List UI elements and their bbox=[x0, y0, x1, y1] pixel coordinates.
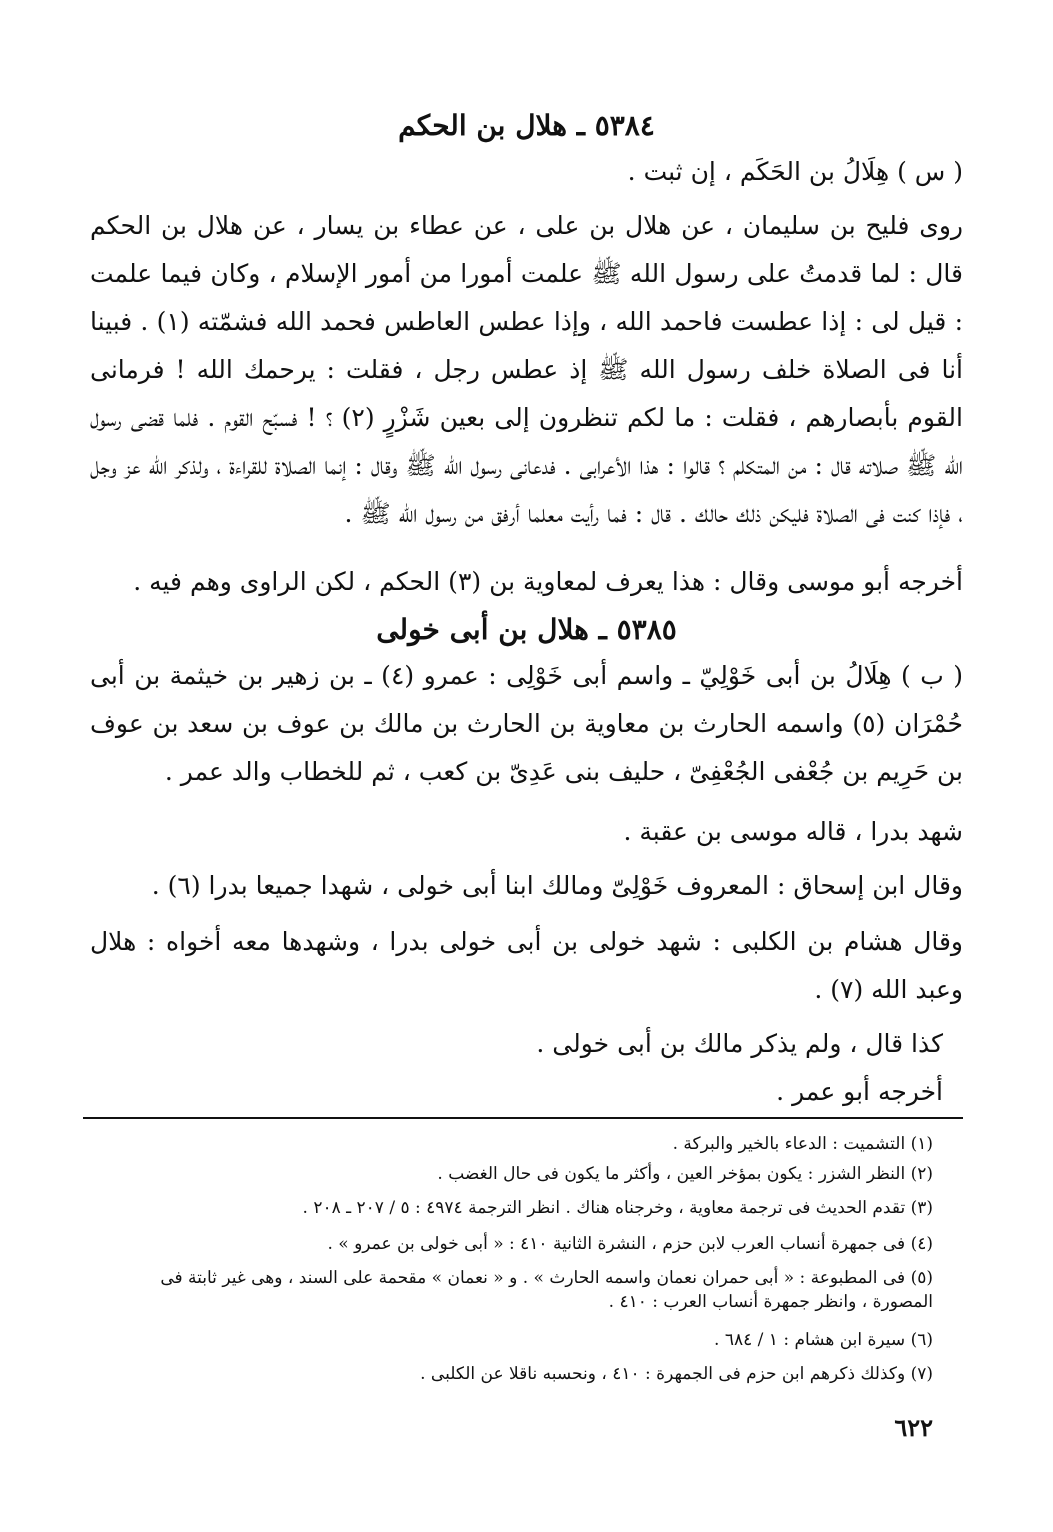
footnote-1: (١) التشميت : الدعاء بالخير والبركة . bbox=[672, 1134, 933, 1154]
entry-text-5385: ( ب ) هِلَالُ بن أبى خَوْلِيّ ـ واسم أبى خَوْلِى : عمرو (٤) ـ بن زهير بن خيثمة بن أبى حُمْرَان (٥) واسمه الحارث بن معاوية بن الحارث بن مالك بن عوف بن سعد بن عوف بن حَرِيم بن جُعْفى الجُعْفِىّ ، حليف بنى عَدِىّ بن كعب ، ثم للخطاب والد عمر . bbox=[90, 661, 964, 786]
entry-source-5384: أخرجه أبو موسى وقال : هذا يعرف لمعاوية بن (٣) الحكم ، لكن الراوى وهم فيه . bbox=[133, 567, 963, 596]
footnote-2: (٢) النظر الشزر : يكون بمؤخر العين ، وأكثر ما يكون فى حال الغضب . bbox=[437, 1164, 933, 1184]
footnote-6: (٦) سيرة ابن هشام : ١ / ٦٨٤ . bbox=[714, 1330, 933, 1350]
page-number: ٦٢٢ bbox=[894, 1413, 933, 1442]
entry-5385-para-5: كذا قال ، ولم يذكر مالك بن أبى خولى . bbox=[536, 1029, 943, 1058]
entry-title-5385: ٥٣٨٥ ـ هلال بن أبى خولى bbox=[376, 613, 677, 646]
entry-5385-para-2: شهد بدرا ، قاله موسى بن عقبة . bbox=[623, 817, 963, 846]
entry-title-5384: ٥٣٨٤ ـ هلال بن الحكم bbox=[398, 109, 655, 142]
entry-5385-para-6: أخرجه أبو عمر . bbox=[776, 1077, 943, 1106]
entry-5385-para-3: وقال ابن إسحاق : المعروف خَوْلِىّ ومالك ابنا أبى خولى ، شهدا جميعا بدرا (٦) . bbox=[151, 871, 963, 900]
footnote-5: (٥) فى المطبوعة : « أبى حمران نعمان واسمه الحارث » . و « نعمان » مقحمة على السند ، وهى غير ثابتة فى المصورة ، وانظر جمهرة أنساب العرب : ٤١٠ . bbox=[160, 1268, 933, 1312]
footnote-3: (٣) تقدم الحديث فى ترجمة معاوية ، وخرجناه هناك . انظر الترجمة ٤٩٧٤ : ٥ / ٢٠٧ ـ ٢٠٨ . bbox=[302, 1198, 933, 1218]
entry-intro-5384: ( س ) هِلَالُ بن الحَكَم ، إن ثبت . bbox=[627, 157, 963, 186]
footnote-4: (٤) فى جمهرة أنساب العرب لابن حزم ، النشرة الثانية ٤١٠ : « أبى خولى بن عمرو » . bbox=[327, 1234, 933, 1254]
entry-text-5384: روى فليح بن سليمان ، عن هلال بن على ، عن عطاء بن يسار ، عن هلال بن الحكم قال : لما قدمتُ على رسول الله ﷺ علمت أمورا من أمور الإسلام ، وكان فيما علمت : قيل لى : إذا عطست فاحمد الله ، وإذا عطس العاطس فحمد الله فشمّته (١) . فبينا أنا فى الصلاة خلف رسول الله ﷺ إذ عطس رجل ، فقلت : يرحمك الله ! فرمانى القوم بأبصارهم ، فقلت : ما لكم تنظرون إلى بعين شَزْرٍ (٢) ؟ ! فسبّح القوم . فلما قضى رسول الله ﷺ صلاته قال : من المتكلم ؟ قالوا : هذا الأعرابى . فدعانى رسول الله ﷺ وقال : إنما الصلاة للقراءة ، ولذكر الله عز وجل ، فإذا كنت فى الصلاة فليكن ذلك حالك . قال : فما رأيت معلما أرفق من رسول الله ﷺ . bbox=[90, 211, 963, 528]
footnote-7: (٧) وكذلك ذكرهم ابن حزم فى الجمهرة : ٤١٠ ، ونحسبه ناقلا عن الكلبى . bbox=[420, 1364, 933, 1384]
entry-5385-para-4: وقال هشام بن الكلبى : شهد خولى بن أبى خولى بدرا ، وشهدها معه أخواه : هلال وعبد الله (٧) . bbox=[90, 927, 963, 1004]
footnote-divider bbox=[83, 1117, 963, 1119]
